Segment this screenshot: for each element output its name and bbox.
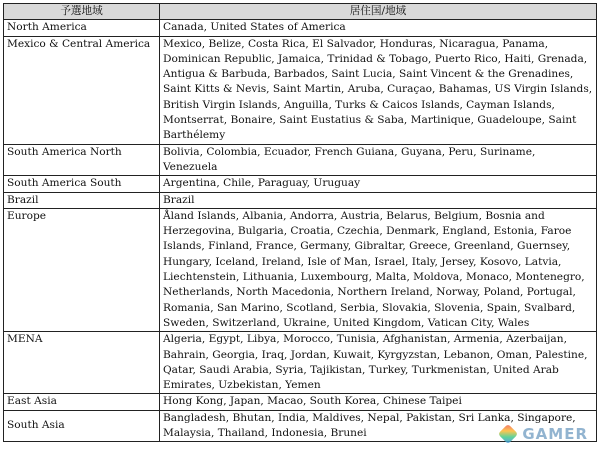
region-cell: East Asia — [4, 394, 160, 410]
qualifier-region-table — [3, 3, 597, 442]
table-row — [4, 394, 597, 410]
watermark-text: GAMER — [522, 425, 588, 443]
region-cell: Mexico & Central America — [4, 36, 160, 144]
countries-cell: Bolivia, Colombia, Ecuador, French Guiana, Guyana, Peru, Suriname, Venezuela — [160, 144, 597, 176]
countries-cell: Canada, United States of America — [160, 20, 597, 36]
region-cell: Europe — [4, 208, 160, 331]
countries-cell: Åland Islands, Albania, Andorra, Austria, Belarus, Belgium, Bosnia and Herzegovina, Bulgaria, Croatia, Czechia, Denmark, England, Estonia, Faroe Islands, Finland, France, Germany, Gibraltar, Greece, Greenland, Guernsey, Hungary, Iceland, Ireland, Isle of Man, Israel, Italy, Jersey, Kosovo, Latvia, Liechtenstein, Lithuania, Luxembourg, Malta, Moldova, Monaco, Montenegro, Netherlands, North Macedonia, Northern Ireland, Norway, Poland, Portugal, Romania, San Marino, Scotland, Serbia, Slovakia, Slovenia, Spain, Svalbard, Sweden, Switzerland, Ukraine, United Kingdom, Vatican City, Wales — [160, 208, 597, 331]
table-row — [4, 176, 597, 192]
table-header-row — [4, 4, 597, 20]
table-row — [4, 208, 597, 331]
table-row — [4, 144, 597, 176]
table-row — [4, 192, 597, 208]
region-cell: South America South — [4, 176, 160, 192]
region-cell: South Asia — [4, 410, 160, 442]
gamer-logo-icon — [498, 424, 518, 444]
region-cell: Brazil — [4, 192, 160, 208]
table-row — [4, 332, 597, 394]
region-cell: MENA — [4, 332, 160, 394]
countries-cell: Brazil — [160, 192, 597, 208]
countries-cell: Algeria, Egypt, Libya, Morocco, Tunisia, Afghanistan, Armenia, Azerbaijan, Bahrain, Georgia, Iraq, Jordan, Kuwait, Kyrgyzstan, Lebanon, Oman, Palestine, Qatar, Saudi Arabia, Syria, Tajikistan, Turkey, Turkmenistan, United Arab Emirates, Uzbekistan, Yemen — [160, 332, 597, 394]
table-row — [4, 36, 597, 144]
region-cell: South America North — [4, 144, 160, 176]
countries-cell: Hong Kong, Japan, Macao, South Korea, Chinese Taipei — [160, 394, 597, 410]
countries-cell: Bangladesh, Bhutan, India, Maldives, Nepal, Pakistan, Sri Lanka, Singapore, Malaysia, Thailand, Indonesia, Brunei — [160, 410, 597, 442]
table-row — [4, 20, 597, 36]
region-cell: North America — [4, 20, 160, 36]
countries-cell: Mexico, Belize, Costa Rica, El Salvador, Honduras, Nicaragua, Panama, Dominican Republic, Jamaica, Trinidad & Tobago, Puerto Rico, Haiti, Grenada, Antigua & Barbuda, Barbados, Saint Lucia, Saint Vincent & the Grenadines, Saint Kitts & Nevis, Saint Martin, Aruba, Curaçao, Bahamas, US Virgin Islands, British Virgin Islands, Anguilla, Turks & Caicos Islands, Cayman Islands, Montserrat, Bonaire, Saint Eustatius & Saba, Martinique, Guadeloupe, Saint Barthélemy — [160, 36, 597, 144]
gamer-watermark — [499, 425, 588, 443]
header-residence-country: 居住国/地域 — [160, 4, 597, 20]
countries-cell: Argentina, Chile, Paraguay, Uruguay — [160, 176, 597, 192]
header-qualifier-region: 予選地域 — [4, 4, 160, 20]
